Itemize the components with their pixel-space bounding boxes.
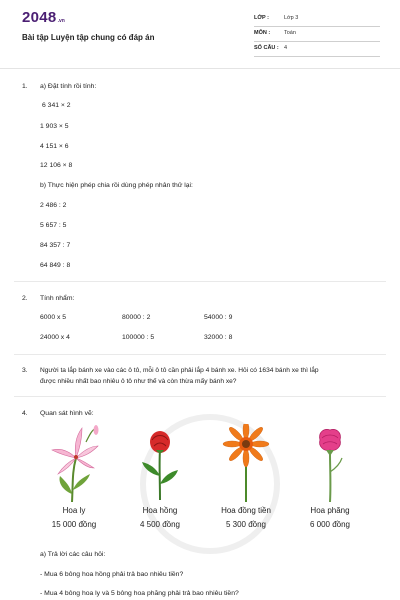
q1-a-item: 4 151 × 6 bbox=[40, 143, 69, 150]
meta-row-subject bbox=[254, 28, 380, 42]
meta-row-count bbox=[254, 43, 380, 57]
section-divider bbox=[14, 354, 386, 355]
q4-prompt: Quan sát hình vẽ: bbox=[40, 410, 94, 417]
q1-a-item: 6 341 × 2 bbox=[42, 102, 71, 109]
flower-card bbox=[290, 424, 370, 542]
meta-value: 4 bbox=[284, 45, 288, 51]
q4-part-a-label: a) Trả lời các câu hỏi: bbox=[40, 551, 106, 558]
meta-value: Lớp 3 bbox=[284, 15, 299, 21]
q2-expression: 80000 : 2 bbox=[122, 314, 151, 321]
flower-price: 6 000 đồng bbox=[309, 520, 351, 529]
header-divider bbox=[0, 68, 400, 69]
question-number: 3. bbox=[22, 367, 28, 374]
question-number: 4. bbox=[22, 410, 28, 417]
flower-name: Hoa hồng bbox=[142, 506, 178, 515]
flower-card bbox=[120, 424, 200, 542]
question-number: 2. bbox=[22, 295, 28, 302]
q2-expression: 100000 : 5 bbox=[122, 334, 155, 341]
gerbera-icon bbox=[218, 424, 274, 502]
flower-price-figure bbox=[22, 424, 382, 542]
q1-part-b-label: b) Thực hiện phép chia rồi dùng phép nhân thử lại: bbox=[40, 182, 193, 189]
meta-label: MÔN : bbox=[254, 30, 271, 36]
flower-name: Hoa ly bbox=[62, 506, 86, 515]
q3-text-line: được nhiều nhất bao nhiêu ô tô như thế và còn thừa mấy bánh xe? bbox=[40, 378, 237, 385]
meta-row-class bbox=[254, 13, 380, 27]
flower-name: Hoa phăng bbox=[310, 506, 350, 515]
q1-b-item: 64 849 : 8 bbox=[40, 262, 71, 269]
q2-expression: 32000 : 8 bbox=[204, 334, 233, 341]
lily-icon bbox=[46, 424, 102, 502]
flower-card bbox=[206, 424, 286, 542]
flower-price: 15 000 đồng bbox=[51, 520, 97, 529]
meta-label: SỐ CÂU : bbox=[254, 45, 279, 51]
q1-a-item: 1 903 × 5 bbox=[40, 123, 69, 130]
page-title: Bài tập Luyện tập chung có đáp án bbox=[22, 33, 155, 42]
meta-value: Toán bbox=[284, 30, 296, 36]
q1-b-item: 84 357 : 7 bbox=[40, 242, 71, 249]
q1-a-item: 12 106 × 8 bbox=[40, 162, 73, 169]
section-divider bbox=[14, 396, 386, 397]
logo-domain: .vn bbox=[57, 18, 65, 24]
q1-b-item: 5 657 : 5 bbox=[40, 222, 67, 229]
q2-expression: 54000 : 9 bbox=[204, 314, 233, 321]
q2-expression: 6000 x 5 bbox=[40, 314, 67, 321]
logo-text: 2048 bbox=[22, 9, 57, 26]
carnation-icon bbox=[302, 424, 358, 502]
flower-price: 4 500 đồng bbox=[139, 520, 181, 529]
q1-part-a-label: a) Đặt tính rồi tính: bbox=[40, 83, 97, 90]
flower-card bbox=[34, 424, 114, 542]
section-divider bbox=[14, 281, 386, 282]
rose-icon bbox=[132, 424, 188, 502]
q4-question: - Mua 4 bông hoa ly và 5 bông hoa phăng phải trả bao nhiêu tiền? bbox=[40, 590, 239, 597]
q4-question: - Mua 6 bông hoa hồng phải trả bao nhiêu tiền? bbox=[40, 571, 184, 578]
site-logo[interactable] bbox=[22, 9, 65, 26]
worksheet-header bbox=[0, 0, 400, 67]
q2-expression: 24000 x 4 bbox=[40, 334, 70, 341]
meta-label: LỚP : bbox=[254, 15, 269, 21]
flower-price: 5 300 đồng bbox=[225, 520, 267, 529]
q3-text-line: Người ta lắp bánh xe vào các ô tô, mỗi ô tô cần phải lắp 4 bánh xe. Hỏi có 1634 bánh xe thì lắp bbox=[40, 367, 319, 374]
flower-name: Hoa đồng tiền bbox=[221, 506, 271, 515]
question-number: 1. bbox=[22, 83, 28, 90]
q1-b-item: 2 486 : 2 bbox=[40, 202, 67, 209]
q2-prompt: Tính nhẩm: bbox=[40, 295, 75, 302]
